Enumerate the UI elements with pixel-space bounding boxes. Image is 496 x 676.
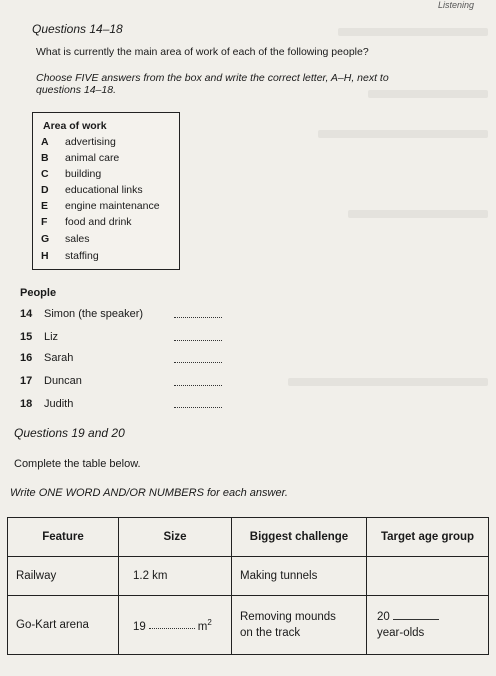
person-17: 17 Duncan xyxy=(20,375,82,387)
challenge-line1: Removing mounds xyxy=(240,611,336,623)
option-e: E engine maintenance xyxy=(41,200,160,212)
header-feature: Feature xyxy=(8,518,119,557)
table-row xyxy=(8,596,489,655)
answer-blank-20[interactable] xyxy=(393,619,439,620)
cell-size: 1.2 km xyxy=(119,557,232,596)
answer-blank-14[interactable] xyxy=(174,316,222,318)
size-number: 19 xyxy=(133,620,146,633)
target-number: 20 xyxy=(377,611,390,623)
header-target: Target age group xyxy=(367,518,489,557)
section1-heading: Questions 14–18 xyxy=(32,22,123,36)
features-table xyxy=(7,517,489,655)
section2-instruction2: Write ONE WORD AND/OR NUMBERS for each answer. xyxy=(10,487,288,499)
person-15: 15 Liz xyxy=(20,331,59,343)
table-row xyxy=(8,557,489,596)
option-d: D educational links xyxy=(41,184,143,196)
section1-question: What is currently the main area of work of each of the following people? xyxy=(36,46,369,58)
area-of-work-box xyxy=(32,112,180,270)
option-a: A advertising xyxy=(41,136,116,148)
bleed-through-mark xyxy=(348,210,488,218)
size-exponent: 2 xyxy=(207,617,212,627)
size-unit: m xyxy=(197,620,208,633)
option-f: F food and drink xyxy=(41,216,132,228)
cell-target xyxy=(367,557,489,596)
option-h: H staffing xyxy=(41,250,99,262)
person-14: 14 Simon (the speaker) xyxy=(20,308,144,320)
target-unit: year-olds xyxy=(377,627,425,639)
person-18: 18 Judith xyxy=(20,398,74,410)
cell-challenge xyxy=(232,596,367,655)
cell-target xyxy=(367,596,489,655)
person-16: 16 Sarah xyxy=(20,352,74,364)
section1-instruction-line2: questions 14–18. xyxy=(36,84,116,96)
option-g: G sales xyxy=(41,233,90,245)
bleed-through-mark xyxy=(318,130,488,138)
answer-blank-19[interactable] xyxy=(149,628,195,629)
answer-blank-18[interactable] xyxy=(174,406,222,408)
answer-blank-16[interactable] xyxy=(174,361,222,363)
cell-size xyxy=(119,596,232,655)
challenge-line2: on the track xyxy=(240,627,301,639)
running-head: Listening xyxy=(437,0,474,10)
people-title: People xyxy=(20,287,57,299)
bleed-through-mark xyxy=(288,378,488,386)
section2-instruction1: Complete the table below. xyxy=(14,458,141,470)
answer-blank-15[interactable] xyxy=(174,339,222,341)
option-c: C building xyxy=(41,168,102,180)
section2-heading: Questions 19 and 20 xyxy=(14,426,125,440)
bleed-through-mark xyxy=(338,28,488,36)
header-size: Size xyxy=(119,518,232,557)
cell-feature: Railway xyxy=(8,557,119,596)
table-header-row xyxy=(8,518,489,557)
cell-feature: Go-Kart arena xyxy=(8,596,119,655)
box-title: Area of work xyxy=(43,120,107,132)
section1-instruction-line1: Choose FIVE answers from the box and write the correct letter, A–H, next to xyxy=(36,72,389,84)
option-b: B animal care xyxy=(41,152,120,164)
cell-challenge: Making tunnels xyxy=(232,557,367,596)
bleed-through-mark xyxy=(368,90,488,98)
answer-blank-17[interactable] xyxy=(174,384,222,386)
header-challenge: Biggest challenge xyxy=(232,518,367,557)
